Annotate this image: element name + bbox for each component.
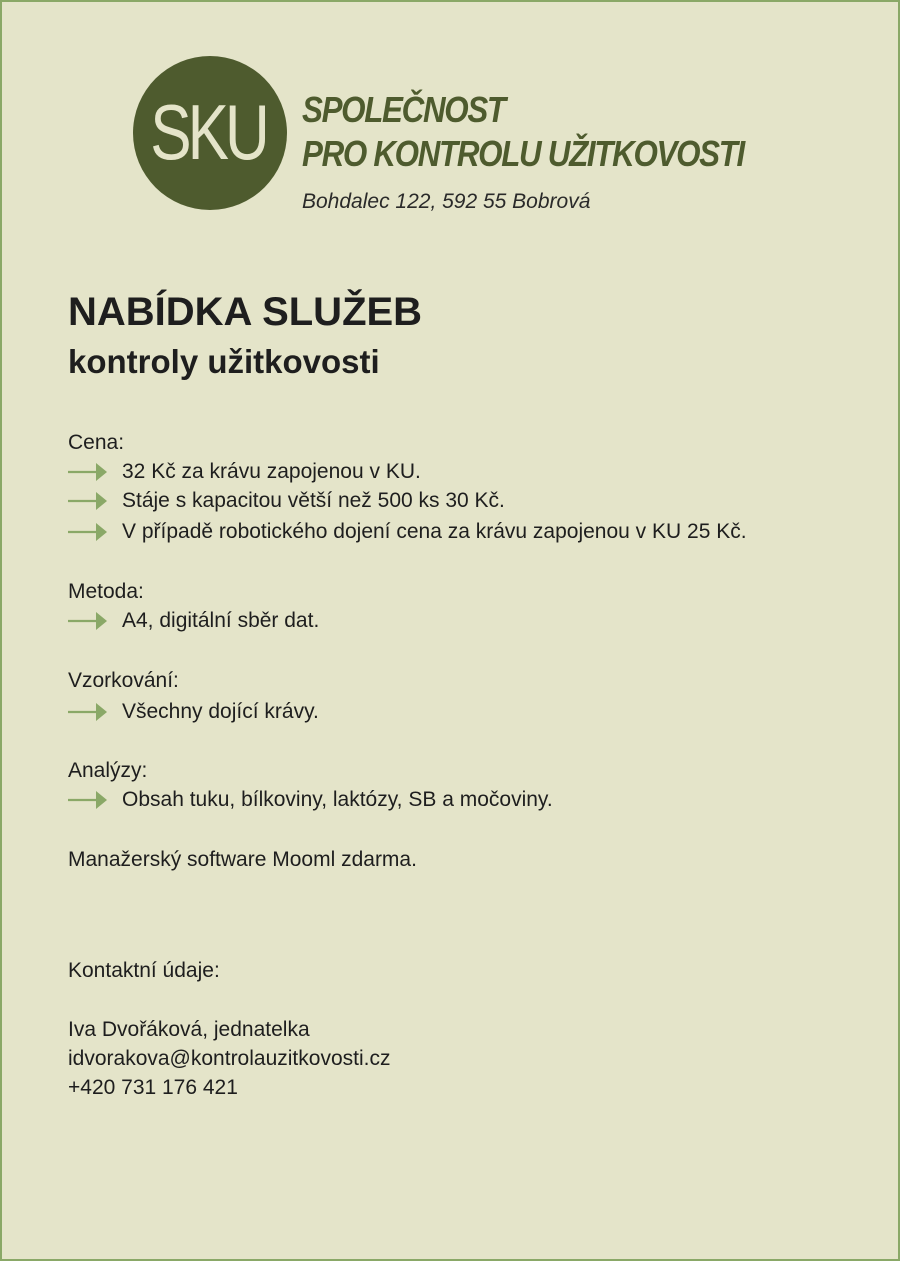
logo-text: SKU — [150, 89, 266, 177]
section-label-metoda: Metoda: — [68, 580, 144, 603]
arrow-right-icon — [68, 490, 108, 512]
list-item-text: Všechny dojící krávy. — [122, 700, 319, 723]
contact-email: idvorakova@kontrolauzitkovosti.cz — [68, 1047, 391, 1070]
arrow-right-icon — [68, 701, 108, 723]
list-item-text: Obsah tuku, bílkoviny, laktózy, SB a močoviny. — [122, 788, 553, 811]
software-note: Manažerský software Mooml zdarma. — [68, 848, 417, 871]
list-item — [68, 489, 505, 513]
contact-phone: +420 731 176 421 — [68, 1076, 238, 1099]
contact-name: Iva Dvořáková, jednatelka — [68, 1018, 310, 1041]
list-item — [68, 788, 553, 812]
section-label-vzorkovani: Vzorkování: — [68, 669, 179, 692]
list-item-text: A4, digitální sběr dat. — [122, 609, 320, 632]
section-label-cena: Cena: — [68, 431, 125, 454]
brand-line-2: PRO KONTROLU UŽITKOVOSTI — [302, 133, 744, 174]
section-label-analyzy: Analýzy: — [68, 759, 148, 782]
sku-logo — [133, 56, 287, 210]
list-item — [68, 460, 421, 484]
list-item — [68, 520, 747, 544]
page-title: NABÍDKA SLUŽEB — [68, 290, 423, 334]
arrow-right-icon — [68, 521, 108, 543]
contact-label: Kontaktní údaje: — [68, 959, 220, 982]
arrow-right-icon — [68, 789, 108, 811]
brand-line-1: SPOLEČNOST — [302, 89, 505, 130]
arrow-right-icon — [68, 610, 108, 632]
list-item-text: 32 Kč za krávu zapojenou v KU. — [122, 460, 421, 483]
page-subtitle: kontroly užitkovosti — [68, 343, 380, 380]
arrow-right-icon — [68, 461, 108, 483]
list-item-text: Stáje s kapacitou větší než 500 ks 30 Kč. — [122, 489, 505, 512]
list-item — [68, 609, 319, 633]
brand-name — [302, 88, 744, 176]
company-address: Bohdalec 122, 592 55 Bobrová — [302, 190, 591, 213]
list-item — [68, 700, 319, 724]
list-item-text: V případě robotického dojení cena za krávu zapojenou v KU 25 Kč. — [122, 520, 747, 543]
